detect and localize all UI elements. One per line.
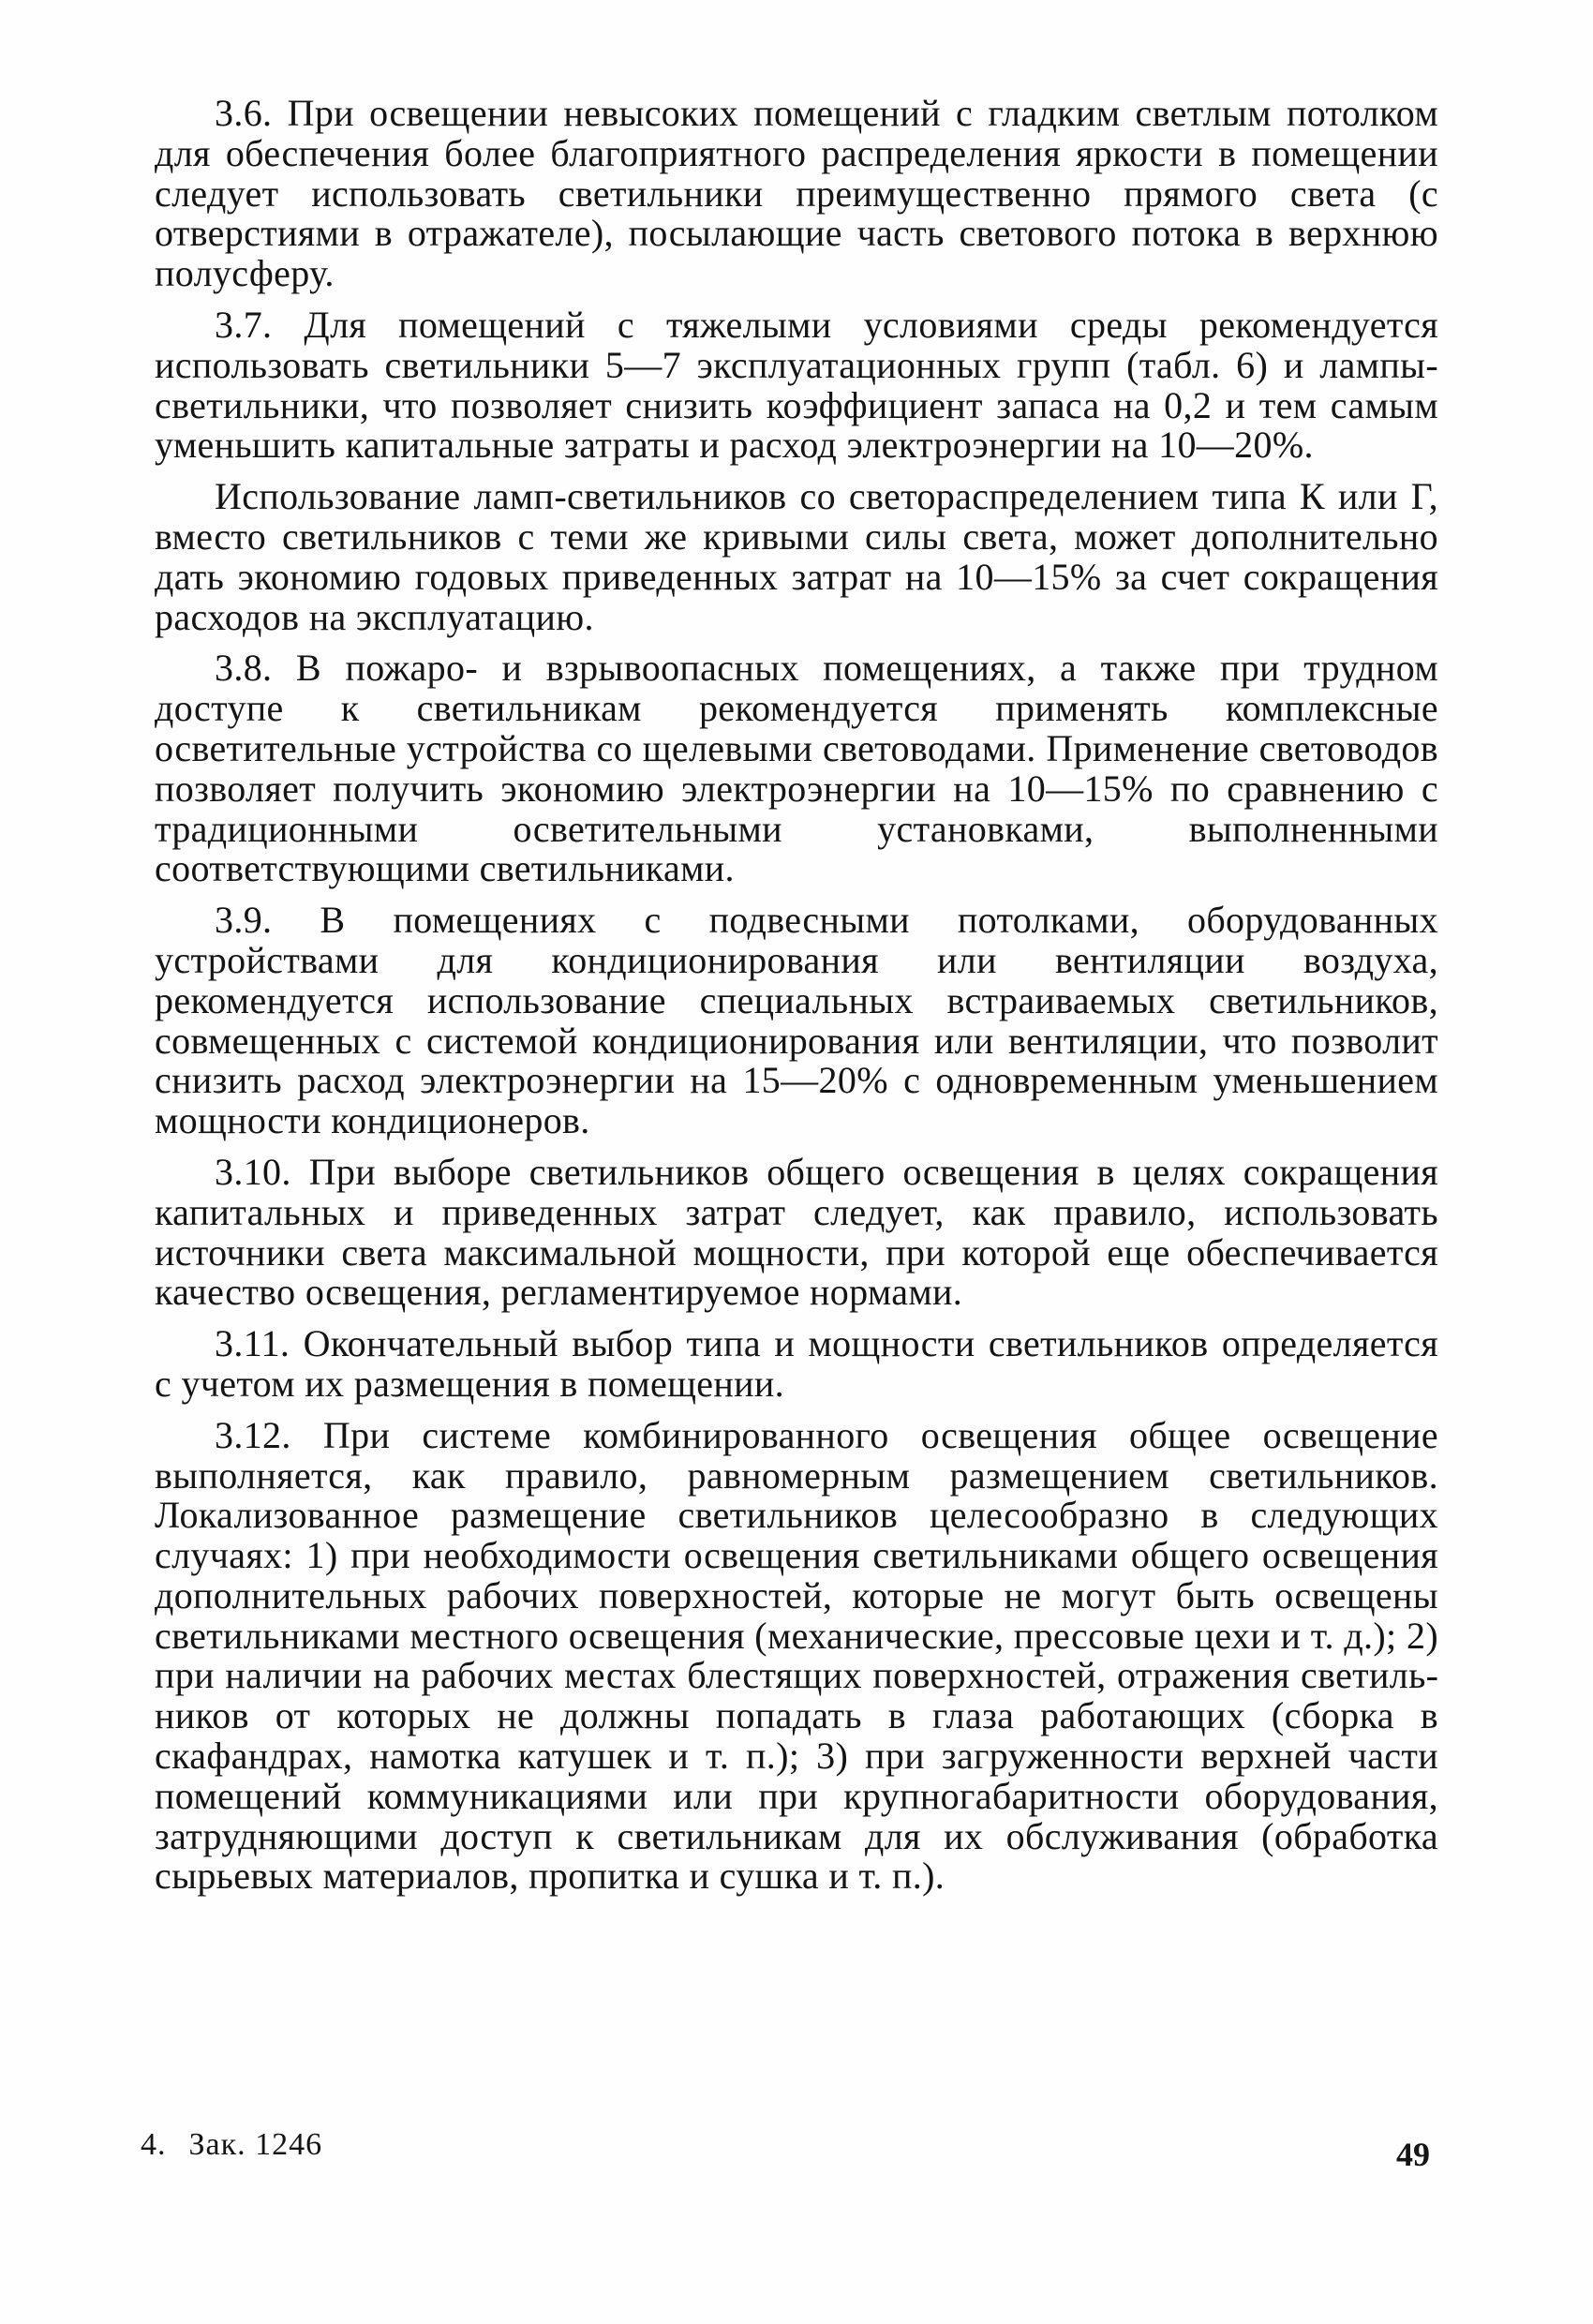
page-number: 49 — [1396, 2136, 1430, 2173]
signature-number: 4. — [141, 2127, 167, 2162]
paragraph-3-7: 3.7. Для помещений с тяжелыми условиями среды рекомендуется использовать светильники 5—7 эксплуатационных групп (табл. 6) и лампы-светильники, что позволяет снизить коэффициент запаса на 0,2 и тем самым уменьшить капитальные затраты и расход электроэнергии на 10—20%. — [155, 303, 1438, 467]
paragraph-3-9: 3.9. В помещениях с подвесными потолками, оборудованных устройствами для кондиционирования или вентиляции воздуха, рекомендуется использование специальных встраиваемых светильников, совмещенных с системой кондиционирования или вентиляции, что позволит снизить расход электроэнергии на 15—20% с одновременным уменьшением мощности кондиционеров. — [155, 899, 1438, 1142]
paragraph-3-11: 3.11. Окончательный выбор типа и мощности светильников определяется с учетом их размещения в помещении. — [155, 1322, 1438, 1405]
order-number: Зак. 1246 — [188, 2127, 323, 2162]
paragraph-3-10: 3.10. При выборе светильников общего освещения в целях сокращения капитальных и приведенных затрат следует, как правило, использовать источники света максимальной мощности, при которой еще обеспечивается качество освещения, регламентируемое нормами. — [155, 1150, 1438, 1314]
paragraph-3-8: 3.8. В пожаро- и взрывоопасных помещениях, а также при трудном доступе к светильникам рекомендуется применять комплексные осветительные устройства со щелевыми световодами. Применение световодов позволяет получить экономию электроэнергии на 10—15% по сравнению с традиционными осветительными установками, выполненными соответствующими светильниками. — [155, 647, 1438, 890]
signature-mark — [141, 2127, 322, 2163]
paragraph-3-6: 3.6. При освещении невысоких помещений с гладким светлым потолком для обеспечения более благоприятного распределения яркости в помещении следует использовать светильники преимущественно прямого света (с отверстиями в отражателе), посылающие часть светового потока в верхнюю полусферу. — [155, 92, 1438, 295]
paragraph-3-7-continuation: Использование ламп-светильников со светораспределением типа К или Г, вместо светильников с теми же кривыми силы света, может дополнительно дать экономию годовых приведенных затрат на 10—15% за счет сокращения расходов на эксплуатацию. — [155, 475, 1438, 638]
body-text — [155, 94, 1438, 1908]
paragraph-3-12: 3.12. При системе комбинированного освещения общее освещение выполняется, как правило, равномерным размещением светильников. Локализованное размещение светильников целесообразно в следующих случаях: 1) при необходимости освещения светильниками общего освещения дополнительных рабочих поверхностей, которые не могут быть освещены светильниками местного освещения (механические, прессовые цехи и т. д.); 2) при наличии на рабочих местах блестящих поверхностей, отражения светильников от которых не должны попадать в глаза работающих (сборка в скафандрах, намотка катушек и т. п.); 3) при загруженности верхней части помещений коммуникациями или при крупногабаритности оборудования, затрудняющими доступ к светильникам для их обслуживания (обработка сырьевых материалов, пропитка и сушка и т. п.). — [155, 1413, 1438, 1898]
